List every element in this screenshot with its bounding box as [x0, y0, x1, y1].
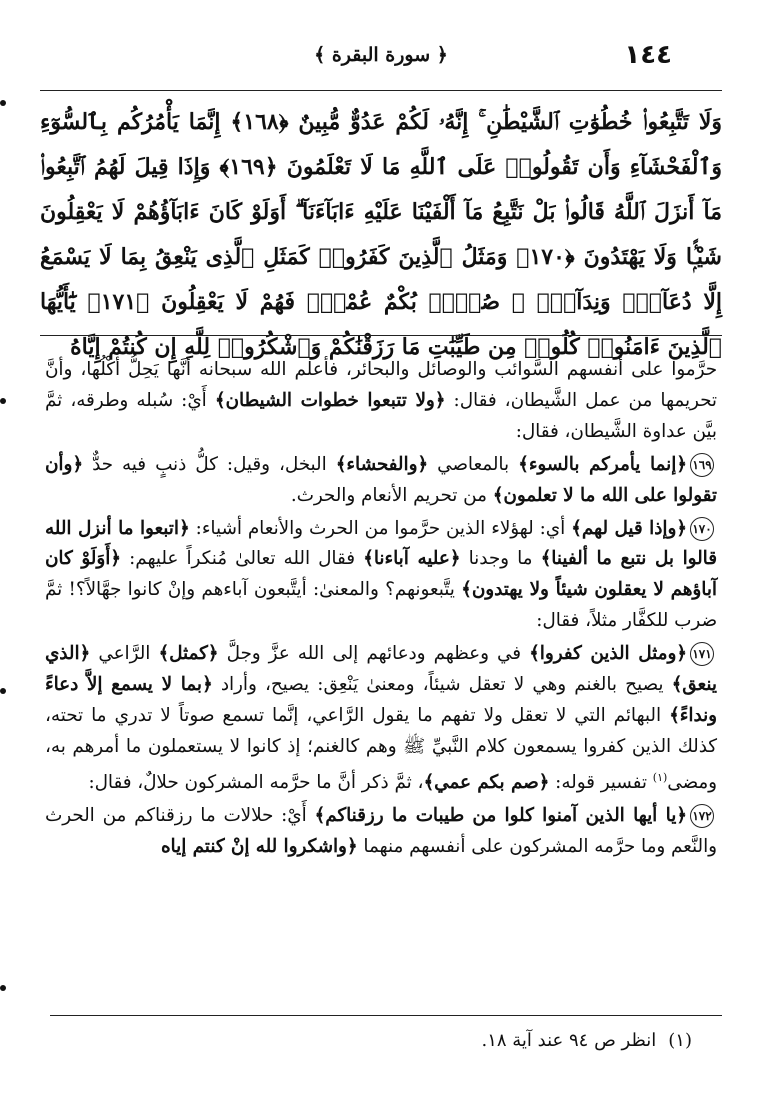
- quran-quote: ﴿وأن تقولوا على الله ما لا تعلمون﴾: [45, 453, 717, 506]
- quran-quote: ﴿كمثل﴾: [158, 643, 219, 665]
- quran-quote: ﴿عليه آباءنا﴾: [363, 548, 461, 570]
- quran-quote: ﴿صم بكم عمي﴾: [423, 771, 550, 793]
- tafsir-body: [45, 355, 717, 865]
- quran-quote: ﴿واشكروا لله إنْ كنتم إياه: [160, 835, 358, 857]
- tafsir-ayah-172: ١٧٢﴿يا أيها الذين آمنوا كلوا من طيبات ما رزقناكم﴾ أَيْ: حلالات ما رزقناكم من الحرث والنَّعم وما حرَّمه المشركون على أنفسهم منهما ﴿واشكروا لله إنْ كنتم إياه: [45, 804, 717, 857]
- surah-title: ﴿ سورة البقرة ﴾: [314, 44, 448, 66]
- footnote-marker: (١): [668, 1030, 692, 1051]
- margin-dot: [0, 688, 6, 694]
- tafsir-ayah-169: ١٦٩﴿إنما يأمركم بالسوء﴾ بالمعاصي ﴿والفحشاء﴾ البخل، وقيل: كلُّ ذنبٍ فيه حدٌّ ﴿وأن تقولوا على الله ما لا تعلمون﴾ من تحريم الأنعام والحرث.: [45, 453, 717, 506]
- quran-quote: ﴿إنما يأمركم بالسوء﴾: [518, 453, 687, 475]
- quran-quote: ﴿يا أيها الذين آمنوا كلوا من طيبات ما رزقناكم﴾: [314, 804, 687, 826]
- quran-verses: وَلَا تَتَّبِعُوا۟ خُطُوَٰتِ ٱلشَّيْطَٰنِ ۚ إِنَّهُۥ لَكُمْ عَدُوٌّ مُّبِينٌ ﴿١٦٨﴾ إِنَّمَا يَأْمُرُكُم بِٱلسُّوٓءِ وَٱلْفَحْشَآءِ وَأَن تَقُولُوا۟ عَلَى ٱللَّهِ مَا لَا تَعْلَمُونَ ﴿١٦٩﴾ وَإِذَا قِيلَ لَهُمُ ٱتَّبِعُوا۟ مَآ أَنزَلَ ٱللَّهُ قَالُوا۟ بَلْ نَتَّبِعُ مَآ أَلْفَيْنَا عَلَيْهِ ءَابَآءَنَآ ۗ أَوَلَوْ كَانَ ءَابَآؤُهُمْ لَا يَعْقِلُونَ شَيْـًۭٔا وَلَا يَهْتَدُونَ ﴿١٧٠﴾ وَمَثَلُ ٱلَّذِينَ كَفَرُوا۟ كَمَثَلِ ٱلَّذِى يَنْعِقُ بِمَا لَا يَسْمَعُ إِلَّا دُعَآءًۭ وَنِدَآءًۭ ۚ صُمٌّۢ بُكْمٌ عُمْىٌۭ فَهُمْ لَا يَعْقِلُونَ ﴿١٧١﴾ يَٰٓأَيُّهَا ٱلَّذِينَ ءَامَنُوا۟ كُلُوا۟ مِن طَيِّبَٰتِ مَا رَزَقْنَٰكُمْ وَٱشْكُرُوا۟ لِلَّهِ إِن كُنتُمْ إِيَّاهُ: [40, 109, 722, 360]
- footnote-text: انظر ص ٩٤ عند آية ١٨.: [481, 1030, 657, 1051]
- footnote: [50, 1030, 692, 1051]
- tafsir-ayah-171: ١٧١﴿ومثل الذين كفروا﴾ في وعظهم ودعائهم إلى الله عزَّ وجلَّ ﴿كمثل﴾ الرَّاعي ﴿الذي ينعق﴾ يصيح بالغنم وهي لا تعقل شيئاً، ومعنىٰ يَنْعِق: يصيح، وأراد ﴿بما لا يسمع إلاَّ دعاءً ونداءً﴾ البهائم التي لا تعقل ولا تفهم ما يقول الرَّاعي، إنَّما تسمع صوتاً لا تدري ما تحته، كذلك الذين كفروا يسمعون كلام النَّبيِّ ﷺ وهم كالغنم؛ إذ كانوا لا يستعملون ما أمرهم به، ومضى$^{(١)}$ تفسير قوله: ﴿صم بكم عمي﴾، ثمَّ ذكر أنَّ ما حرَّمه المشركون حلالٌ، فقال:: [45, 643, 717, 793]
- ayah-number-badge: ١٧٢: [690, 804, 714, 828]
- quran-quote: ﴿والفحشاء﴾: [335, 453, 429, 475]
- quran-quote: ﴿ولا تتبعوا خطوات الشيطان﴾: [214, 389, 446, 411]
- margin-dot: [0, 398, 6, 404]
- tafsir-intro: حرَّموا على أنفسهم السَّوائب والوصائل والبحائر، فأعلم الله سبحانه أنَّها يَحِلُّ أكْلُها، وأنَّ تحريمها من عمل الشَّيطان، فقال: ﴿ولا تتبعوا خطوات الشيطان﴾ أَيْ: سُبله وطرقه، ثمَّ بيَّن عداوة الشَّيطان، فقال:: [45, 359, 718, 442]
- footnote-rule: [50, 1015, 722, 1016]
- quran-quote: ﴿اتبعوا ما أنزل الله قالوا بل نتبع ما ألفينا﴾: [45, 517, 717, 570]
- footnote-reference[interactable]: (١): [652, 770, 668, 784]
- margin-dot: [0, 985, 6, 991]
- margin-dot: [0, 100, 6, 106]
- ayah-number-badge: ١٦٩: [690, 453, 714, 477]
- quran-quote: ﴿ومثل الذين كفروا﴾: [529, 643, 687, 665]
- quran-quote: ﴿بما لا يسمع إلاَّ دعاءً ونداءً﴾: [45, 674, 717, 726]
- section-rule: [40, 335, 722, 336]
- header-rule: [40, 90, 722, 91]
- ayah-number-badge: ١٧١: [690, 642, 714, 666]
- page-header: [40, 40, 722, 80]
- quran-quote: ﴿الذي ينعق﴾: [45, 643, 717, 696]
- quran-quote: ﴿أَوَلَوْ كان آباؤهم لا يعقلون شيئاً ولا يهتدون﴾: [45, 548, 717, 601]
- quran-quote: ﴿وإذا قيل لهم﴾: [571, 517, 688, 539]
- ayah-number-badge: ١٧٠: [690, 517, 714, 541]
- page-number: ١٤٤: [624, 40, 672, 70]
- tafsir-ayah-170: ١٧٠﴿وإذا قيل لهم﴾ أي: لهؤلاء الذين حرَّموا من الحرث والأنعام أشياء: ﴿اتبعوا ما أنزل الله قالوا بل نتبع ما ألفينا﴾ ما وجدنا ﴿عليه آباءنا﴾ فقال الله تعالىٰ مُنكراً عليهم: ﴿أَوَلَوْ كان آباؤهم لا يعقلون شيئاً ولا يهتدون﴾ يتَّبعونهم؟ والمعنىٰ: أيتَّبعون آباءهم وإنْ كانوا جهَّالاً؟! ثمَّ ضرب للكفَّار مثلاً، فقال:: [45, 517, 717, 632]
